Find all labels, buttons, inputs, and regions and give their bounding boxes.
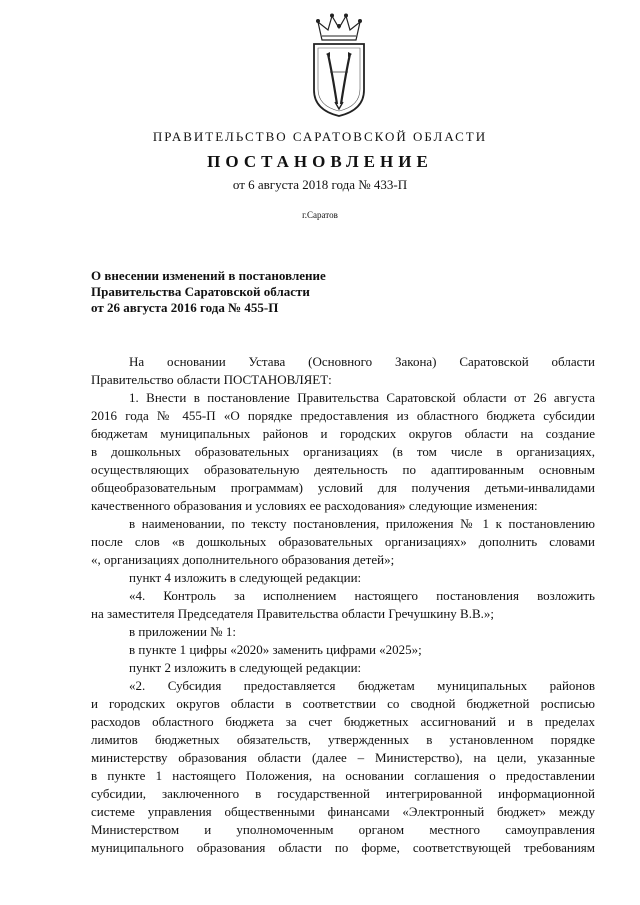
body-text-line: в пункте 1 цифры «2020» заменить цифрами «2025»;	[129, 642, 422, 657]
body-text-line: муниципального образования области по форме, соответствующей требованиям	[91, 840, 595, 855]
document-date-number: от 6 августа 2018 года № 433-П	[232, 177, 408, 192]
body-text-line: в приложении № 1:	[129, 624, 236, 639]
title-line: Правительства Саратовской области	[91, 284, 310, 299]
body-text-line: пункт 4 изложить в следующей редакции:	[129, 570, 362, 585]
title-line: О внесении изменений в постановление	[91, 268, 326, 283]
body-text-line: 2016 года № 455-П «О порядке предоставления из областного бюджета субсидии	[91, 408, 595, 423]
body-text-line: Правительство области ПОСТАНОВЛЯЕТ:	[91, 372, 332, 387]
body-text-line: «, организациях дополнительного образования детей»;	[91, 552, 395, 567]
document-type: ПОСТАНОВЛЕНИЕ	[207, 152, 433, 171]
body-text-line: пункт 2 изложить в следующей редакции:	[129, 660, 362, 675]
body-text-line: На основании Устава (Основного Закона) Саратовской области	[129, 354, 595, 369]
body-text-line: Министерством и уполномоченным органом местного самоуправления	[91, 822, 595, 837]
body-text-line: министерству образования области (далее – Министерство), на цели, указанные	[91, 750, 595, 765]
title-line: от 26 августа 2016 года № 455-П	[91, 300, 279, 315]
body-text-line: «4. Контроль за исполнением настоящего постановления возложить	[129, 588, 595, 603]
body-text-line: в наименовании, по тексту постановления, приложения № 1 к постановлению	[129, 516, 595, 531]
body-text-line: субсидии, заключенного в государственной интегрированной информационной	[91, 786, 595, 801]
city-name: г.Саратов	[302, 210, 338, 220]
body-text-line: качественного образования и условиях ее расходования» следующие изменения:	[91, 498, 538, 513]
body-text-line: лимитов бюджетных обязательств, утвержденных в установленном порядке	[91, 732, 595, 747]
body-text-line: общеобразовательным программам) условий для получения детьми-инвалидами	[91, 480, 595, 495]
document-title	[91, 268, 511, 316]
body-text-line: расходов областного бюджета за счет бюджетных ассигнований и в пределах	[91, 714, 595, 729]
body-text-line: осуществляющих образовательную деятельность по адаптированным основным	[91, 462, 595, 477]
body-text-line: «2. Субсидия предоставляется бюджетам муниципальных районов	[129, 678, 595, 693]
government-name: ПРАВИТЕЛЬСТВО САРАТОВСКОЙ ОБЛАСТИ	[152, 129, 488, 144]
body-text-line: после слов «в дошкольных образовательных организациях» дополнить словами	[91, 534, 595, 549]
body-text-line: на заместителя Председателя Правительства области Гречушкину В.В.»;	[91, 606, 495, 621]
body-text-line: в пункте 1 настоящего Положения, на основании соглашения о предоставлении	[91, 768, 595, 783]
body-text-line: и городских округов области в соответствии со сводной бюджетной росписью	[91, 696, 595, 711]
body-text-line: 1. Внести в постановление Правительства Саратовской области от 26 августа	[129, 390, 595, 405]
body-text-line: бюджетам муниципальных районов и городских округов области на создание	[91, 426, 595, 441]
document-body	[91, 353, 595, 857]
body-text-line: в дошкольных образовательных организациях (в том числе в организациях,	[91, 444, 595, 459]
coat-of-arms-emblem	[308, 12, 370, 118]
body-text-line: системе управления общественными финансами «Электронный бюджет» между	[91, 804, 595, 819]
